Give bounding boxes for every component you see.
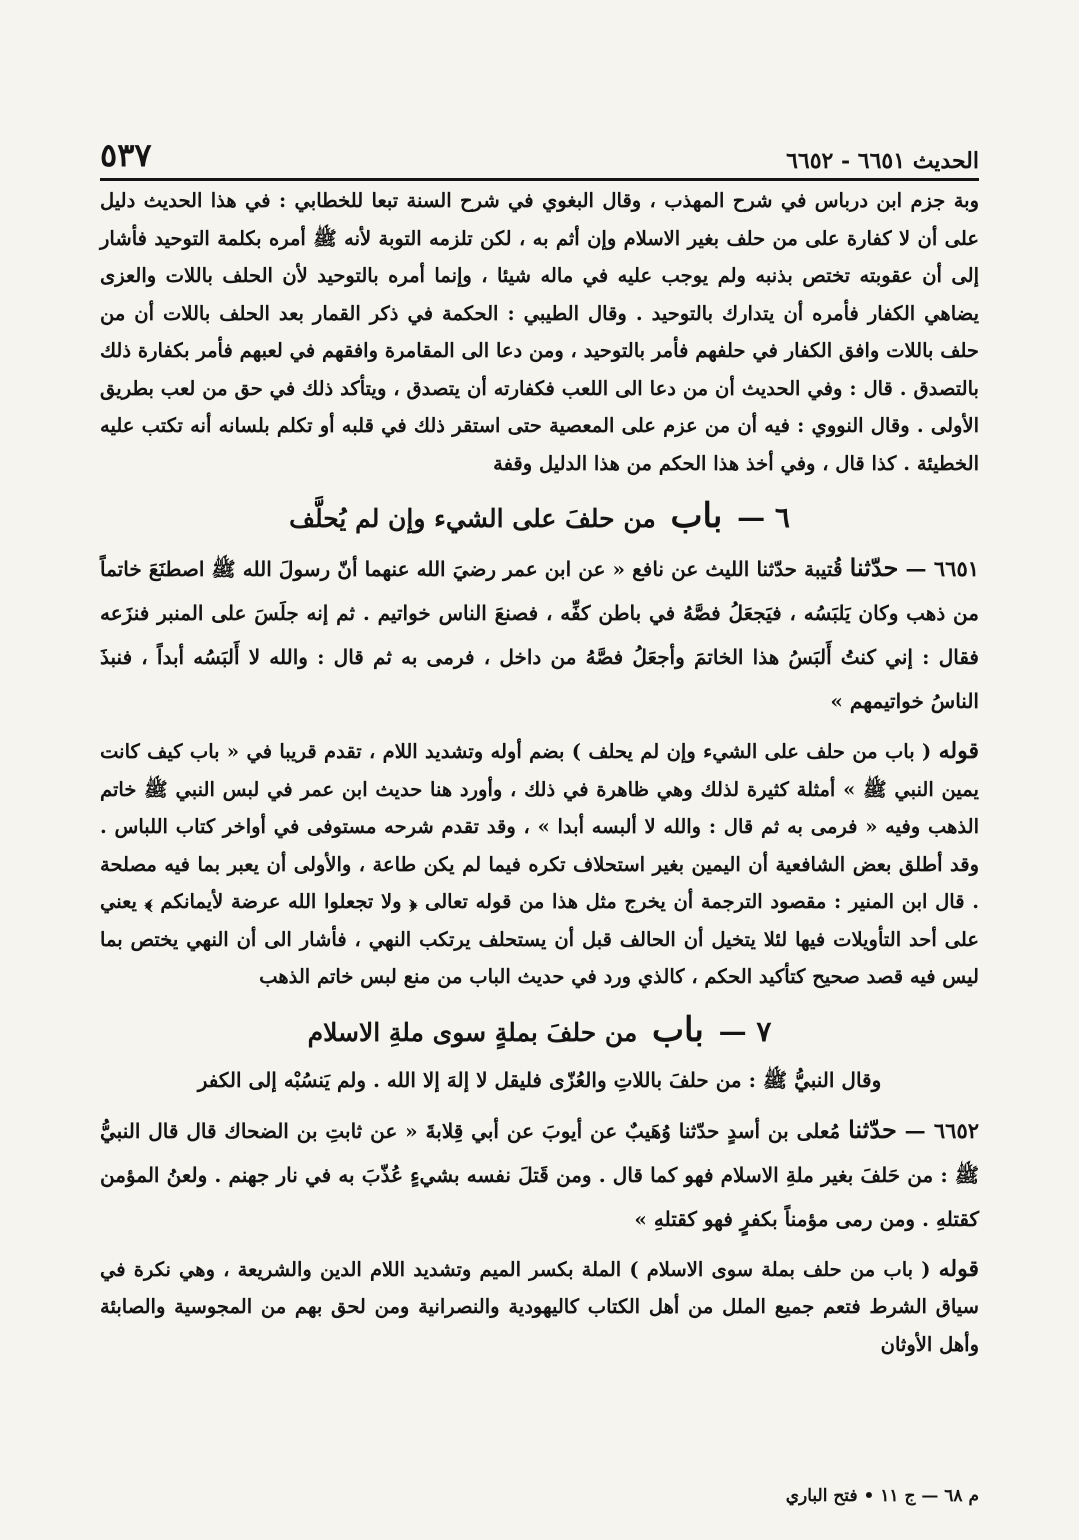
- hadith-number: ٦٦٥٢ —: [904, 1117, 980, 1143]
- page-body: [100, 182, 979, 1363]
- page-number: ٥٣٧: [100, 136, 152, 174]
- spacer: [100, 1241, 979, 1251]
- commentary-text: ( باب من حلف بملة سوى الاسلام ) الملة بكسر الميم وتشديد اللام الدين والشريعة ، وهي نكرة في سياق الشرط فتعم جميع الملل من أهل الكتاب كاليهودية والنصرانية ومن لحق بهم من المجوسية والصابئة وأهل الأوثان: [100, 1257, 979, 1356]
- chapter-heading-6: [100, 496, 979, 536]
- chapter-heading-7: [100, 1010, 979, 1050]
- qawluhu-label: قوله: [938, 1255, 979, 1282]
- muallaq-statement: وقال النبيُّ ﷺ : من حلفَ باللاتِ والعُزّى فليقل لا إلهَ إلا الله . ولم يَنسُبْه إلى الكفر: [197, 1067, 882, 1092]
- signature-footer: م ٦٨ — ج ١١ • فتح الباري: [785, 1486, 979, 1506]
- hadith-6652: [100, 1108, 979, 1241]
- chapter-number: ٦ —: [737, 501, 790, 534]
- chapter-title: من حلفَ على الشيء وإن لم يُحلَّف: [289, 504, 656, 533]
- chapter-number: ٧ —: [718, 1014, 772, 1048]
- spacer: [100, 723, 979, 733]
- haddathana-label: حدّثنا: [849, 553, 899, 582]
- page-header: [100, 118, 979, 181]
- commentary-paragraph-3: [100, 1251, 979, 1364]
- commentary-text: ( باب من حلف على الشيء وإن لم يحلف ) بضم أوله وتشديد اللام ، تقدم قريبا في « باب كيف كانت يمين النبي ﷺ » أمثلة كثيرة لذلك وهي ظاهرة في ذلك ، وأورد هنا حديث ابن عمر في لبس النبي ﷺ خاتم الذهب وفيه « فرمى به ثم قال : والله لا ألبسه أبدا » ، وقد تقدم شرحه مستوفى في أواخر كتاب اللباس . وقد أطلق بعض الشافعية أن اليمين بغير استحلاف تكره فيما لم يكن طاعة ، والأولى أن يعبر بما فيه مصلحة . قال ابن المنير : مقصود الترجمة أن يخرج مثل هذا من قوله تعالى ﴿ ولا تجعلوا الله عرضة لأيمانكم ﴾ يعني على أحد التأويلات فيها لئلا يتخيل أن الحالف قبل أن يستحلف يرتكب النهي ، فأشار الى أن النهي يختص بما ليس فيه قصد صحيح كتأكيد الحكم ، كالذي ورد في حديث الباب من منع لبس خاتم الذهب: [100, 740, 979, 988]
- hadith-text: قُتيبة حدّثنا الليث عن نافع « عن ابن عمر رضيَ الله عنهما أنّ رسولَ الله ﷺ اصطنَعَ خاتماً من ذهب وكان يَلبَسُه ، فيَجعَلُ فصَّهُ في باطن كفِّه ، فصنعَ الناس خواتيم . ثم إنه جلَسَ على المنبر فنزَعه فقال : إني كنتُ أَلبَسُ هذا الخاتمَ وأجعَلُ فصَّهُ من داخل ، فرمى به ثم قال : والله لا أَلبَسُه أبداً ، فنبذَ الناسُ خواتيمهم »: [100, 557, 979, 713]
- hadith-6651: [100, 546, 979, 723]
- haddathana-label: حدّثنا: [848, 1114, 897, 1144]
- commentary-paragraph-1: وبة جزم ابن درباس في شرح المهذب ، وقال البغوي في شرح السنة تبعا للخطابي : في هذا الحديث دليل على أن لا كفارة على من حلف بغير الاسلام وإن أثم به ، لكن تلزمه التوبة لأنه ﷺ أمره بكلمة التوحيد فأشار إلى أن عقوبته تختص بذنبه ولم يوجب عليه في ماله شيئا ، وإنما أمره بالتوحيد لأن الحلف باللات والعزى يضاهي الكفار فأمره أن يتدارك بالتوحيد . وقال الطيبي : الحكمة في ذكر القمار بعد الحلف باللات أن من حلف باللات وافق الكفار في حلفهم فأمر بالتوحيد ، ومن دعا الى المقامرة وافقهم في لعبهم فأمر بكفارة ذلك بالتصدق . قال : وفي الحديث أن من دعا الى اللعب فكفارته أن يتصدق ، ويتأكد ذلك في حق من لعب بطريق الأولى . وقال النووي : فيه أن من عزم على المعصية حتى استقر ذلك في قلبه أو تكلم بلسانه أنه تكتب عليه الخطيئة . كذا قال ، وفي أخذ هذا الحكم من هذا الدليل وقفة: [100, 189, 979, 475]
- chapter-title: من حلفَ بملةٍ سوى ملةِ الاسلام: [307, 1017, 638, 1047]
- chapter-bab-label: باب: [670, 496, 723, 536]
- commentary-paragraph-2: [100, 733, 979, 996]
- qawluhu-label: قوله: [938, 738, 979, 764]
- hadith-number: ٦٦٥١ —: [905, 556, 980, 581]
- running-title: الحديث ٦٦٥١ - ٦٦٥٢: [786, 148, 979, 174]
- chapter-bab-label: باب: [652, 1009, 704, 1050]
- hadith-text: مُعلى بن أسدٍ حدّثنا وُهَيبٌ عن أيوبَ عن أبي قِلابةَ « عن ثابتِ بن الضحاك قال قال النبيُّ ﷺ : من حَلفَ بغير ملةِ الاسلام فهو كما قال . ومن قَتلَ نفسه بشيءٍ عُذّبَ به في نار جهنم . ولعنُ المؤمن كقتلهِ . ومن رمى مؤمناً بكفرٍ فهو كقتلهِ »: [100, 1118, 979, 1231]
